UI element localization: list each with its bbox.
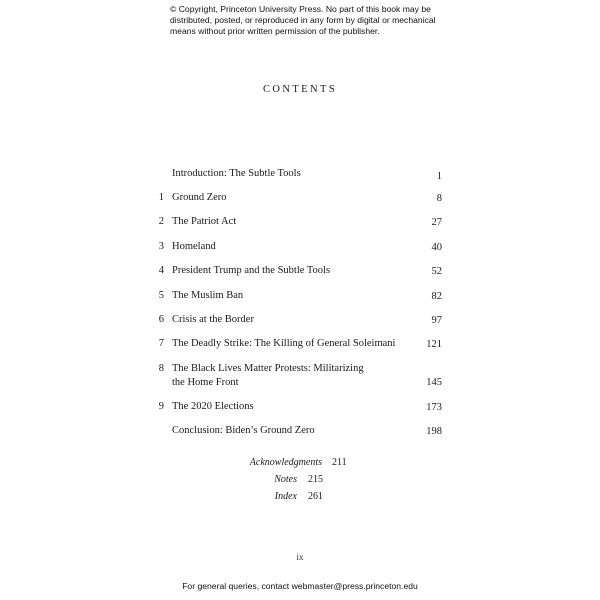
chapter-title bbox=[172, 191, 412, 205]
copyright-line: distributed, posted, or reproduced in any form by digital or mechanical bbox=[170, 15, 436, 25]
chapter-number: 1 bbox=[158, 192, 164, 203]
chapter-page: 173 bbox=[426, 402, 442, 413]
chapter-number: 9 bbox=[158, 401, 164, 412]
back-matter-label: Notes bbox=[274, 474, 297, 485]
back-matter-page: 261 bbox=[308, 491, 323, 502]
chapter-title-line: the Home Front bbox=[172, 377, 239, 388]
chapter-title-line: Introduction: The Subtle Tools bbox=[172, 168, 301, 179]
chapter-number: 7 bbox=[158, 338, 164, 349]
back-matter-page: 211 bbox=[332, 457, 347, 468]
chapter-page: 1 bbox=[436, 171, 442, 182]
chapter-number: 5 bbox=[158, 290, 164, 301]
chapter-title-line: The 2020 Elections bbox=[172, 401, 254, 412]
chapter-title-line: The Muslim Ban bbox=[172, 290, 244, 301]
copyright-line: © Copyright, Princeton University Press. No part of this book may be bbox=[170, 4, 431, 14]
chapter-title bbox=[172, 400, 412, 414]
chapter-title bbox=[172, 424, 412, 438]
chapter-title bbox=[172, 289, 412, 303]
copyright-line: means without prior written permission of the publisher. bbox=[170, 26, 380, 36]
chapter-title bbox=[172, 240, 412, 254]
chapter-page: 121 bbox=[426, 339, 442, 350]
page-number: ix bbox=[296, 552, 304, 562]
chapter-number: 4 bbox=[158, 265, 164, 276]
chapter-page: 145 bbox=[426, 377, 442, 388]
chapter-number: 6 bbox=[158, 314, 164, 325]
chapter-title-line: The Patriot Act bbox=[172, 216, 237, 227]
back-matter-label: Acknowledgments bbox=[249, 457, 322, 468]
chapter-title-line: The Black Lives Matter Protests: Militarizing bbox=[172, 363, 364, 374]
chapter-title bbox=[172, 362, 412, 390]
contact-footer: For general queries, contact webmaster@press.princeton.edu bbox=[182, 581, 418, 591]
chapter-page: 97 bbox=[431, 315, 442, 326]
chapter-page: 82 bbox=[431, 291, 442, 302]
chapter-title bbox=[172, 167, 412, 181]
contents-heading: CONTENTS bbox=[262, 84, 338, 95]
chapter-title-line: Crisis at the Border bbox=[172, 314, 254, 325]
chapter-title-line: President Trump and the Subtle Tools bbox=[172, 265, 331, 276]
chapter-title-line: Ground Zero bbox=[172, 192, 227, 203]
chapter-title-line: Conclusion: Biden’s Ground Zero bbox=[172, 425, 315, 436]
chapter-page: 198 bbox=[426, 426, 442, 437]
chapter-title bbox=[172, 264, 412, 278]
back-matter-page: 215 bbox=[308, 474, 323, 485]
chapter-page: 40 bbox=[431, 242, 442, 253]
chapter-title bbox=[172, 313, 412, 327]
chapter-title-line: The Deadly Strike: The Killing of General Soleimani bbox=[172, 338, 396, 349]
chapter-number: 8 bbox=[158, 363, 164, 374]
chapter-page: 27 bbox=[431, 217, 442, 228]
chapter-title bbox=[172, 337, 412, 351]
chapter-page: 52 bbox=[431, 266, 442, 277]
chapter-number: 2 bbox=[158, 216, 164, 227]
chapter-title-line: Homeland bbox=[172, 241, 216, 252]
chapter-number: 3 bbox=[158, 241, 164, 252]
chapter-page: 8 bbox=[436, 193, 442, 204]
back-matter-label: Index bbox=[274, 491, 297, 502]
chapter-title bbox=[172, 215, 412, 229]
